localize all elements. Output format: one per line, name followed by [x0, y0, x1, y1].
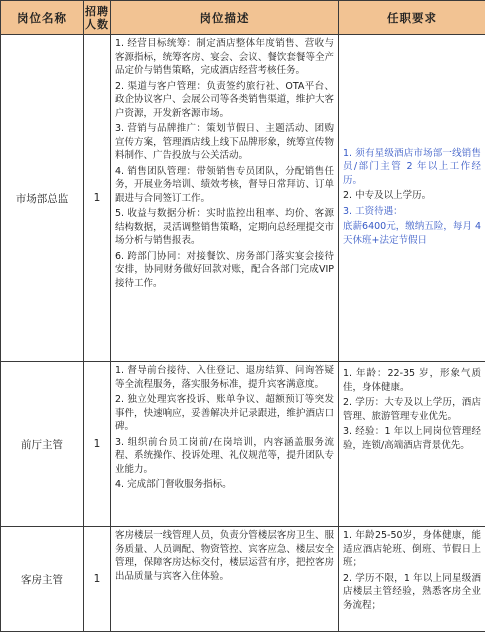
description-item: 1. 督导前台接待、入住登记、退房结算、问询答疑等全流程服务，落实服务标准，提升宾客满意度。 — [115, 365, 334, 390]
requirement-item: 3. 工资待遇： — [343, 205, 403, 217]
description-item: 4. 销售团队管理：带领销售专员团队，分配销售任务，开展业务培训、绩效考核，督导日常拜访、订单跟进与合同签订工作。 — [115, 165, 334, 204]
description-item: 6. 跨部门协同：对接餐饮、房务部门落实宴会接待安排，协同财务做好回款对账，配合各部门完成VIP接待工作。 — [115, 250, 334, 289]
description-item: 3. 组织前台员工岗前/在岗培训，内容涵盖服务流程、系统操作、投诉处理、礼仪规范等，提升团队专业能力。 — [115, 436, 334, 475]
row-headcount: 1 — [84, 35, 111, 362]
header-row — [1, 1, 485, 35]
row-requirements — [339, 527, 485, 632]
row-headcount: 1 — [84, 527, 111, 632]
description-item: 1. 经营目标统筹：制定酒店整体年度销售、营收与客源指标，统筹客房、宴会、会议、餐饮套餐等全产品定价与销售策略，完成酒店经营考核任务。 — [115, 38, 334, 76]
header-requirements: 任职要求 — [339, 1, 485, 35]
row-position-name: 前厅主管 — [1, 362, 84, 527]
header-headcount — [84, 1, 111, 35]
requirement-item: 底薪6400元，缴纳五险，每月 4 天休班+法定节假日 — [343, 221, 481, 246]
requirement-item: 2. 中专及以上学历。 — [343, 190, 432, 202]
header-position-name: 岗位名称 — [1, 1, 84, 35]
description-item: 客房楼层一线管理人员，负责分管楼层客房卫生、服务质量、人员调配、物资管控、宾客应急、楼层安全管理，保障客房达标交付，楼层运营有序，把控客房出品质量与宾客入住体验。 — [115, 530, 334, 582]
description-item: 2. 独立处理宾客投诉、账单争议、超额预订等突发事件，快速响应，妥善解决并记录跟进，维护酒店口碑。 — [115, 394, 334, 432]
table-row — [1, 527, 485, 632]
row-requirements — [339, 35, 485, 362]
row-position-name: 市场部总监 — [1, 35, 84, 362]
row-headcount: 1 — [84, 362, 111, 527]
requirement-item: 2. 学历不限，1 年以上同星级酒店楼层主管经验，熟悉客房全业务流程； — [343, 572, 481, 611]
description-item: 5. 收益与数据分析：实时监控出租率、均价、客源结构数据，灵活调整销售策略，定期向总经理提交市场分析与销售报表。 — [115, 208, 334, 246]
row-description — [111, 527, 339, 632]
row-description — [111, 362, 339, 527]
requirement-item: 1. 年龄25-50岁，身体健康，能适应酒店轮班、倒班、节假日上班； — [343, 530, 481, 568]
header-headcount-line1: 招聘 — [85, 4, 109, 18]
row-description — [111, 35, 339, 362]
row-position-name: 客房主管 — [1, 527, 84, 632]
requirement-item: 1. 年龄：22-35 岁，形象气质佳，身体健康。 — [343, 368, 481, 393]
table-row — [1, 35, 485, 362]
header-description: 岗位描述 — [111, 1, 339, 35]
requirement-item: 3. 经验：1 年以上同岗位管理经验，连锁/高端酒店背景优先。 — [343, 426, 481, 451]
table-row — [1, 362, 485, 527]
description-item: 2. 渠道与客户管理：负责签约旅行社、OTA平台、政企协议客户、会展公司等各类销售渠道，维护大客户资源，开发新客源市场。 — [115, 80, 334, 119]
description-item: 4. 完成部门督收服务指标。 — [115, 479, 232, 490]
row-requirements — [339, 362, 485, 527]
description-item: 3. 营销与品牌推广：策划节假日、主题活动、团购宣传方案，管理酒店线上线下品牌形象，统筹宣传物料制作、广告投放与公关活动。 — [115, 123, 334, 161]
header-headcount-line2: 人数 — [85, 17, 109, 31]
requirement-item: 2. 学历：大专及以上学历，酒店管理、旅游管理专业优先。 — [343, 397, 481, 422]
requirement-item: 1. 须有星级酒店市场部一线销售员/部门主管 2 年以上工作经历。 — [343, 147, 481, 186]
